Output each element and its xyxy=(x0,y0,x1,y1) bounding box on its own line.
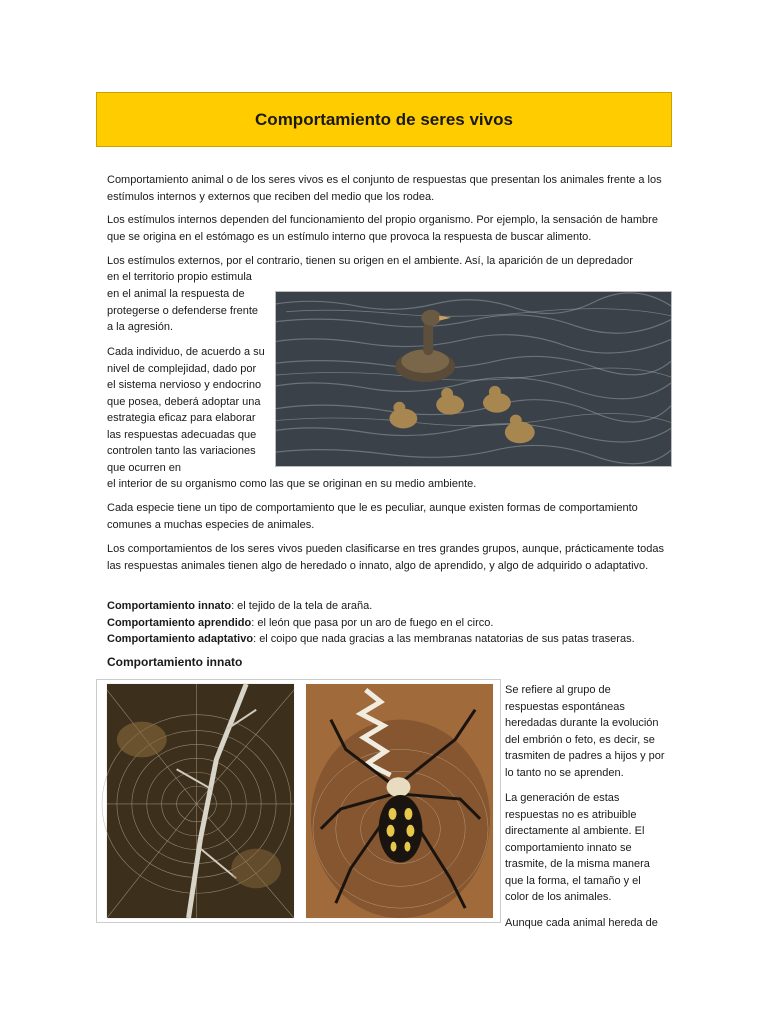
example-learned xyxy=(107,615,667,632)
external-stimuli-line1: Los estímulos externos, por el contrario, tienen su origen en el ambiente. Así, la aparición de un depredador xyxy=(107,255,633,267)
external-stimuli-line2: en el territorio propio estimula xyxy=(107,271,252,283)
classification-paragraph: Los comportamientos de los seres vivos pueden clasificarse en tres grandes grupos, aunque, prácticamente todas las respuestas animales tienen algo de heredado o innato, algo de aprendido, y algo de adquirido o adaptativo. xyxy=(107,543,665,572)
external-stimuli-narrow: en el animal la respuesta de protegerse o defenderse frente a la agresión. xyxy=(107,288,259,333)
spider-web-photo xyxy=(102,684,294,918)
examples-list xyxy=(107,598,667,648)
duck-photo xyxy=(275,291,672,467)
page-title: Comportamiento de seres vivos xyxy=(255,109,513,129)
example-term: Comportamiento aprendido xyxy=(107,616,252,629)
species-paragraph: Cada especie tiene un tipo de comportamiento que le es peculiar, aunque existen formas de comportamiento comunes a muchas especies de animales. xyxy=(107,502,638,531)
innate-paragraph-1: Se refiere al grupo de respuestas espontáneas heredadas durante la evolución del embrión o feto, es decir, se trasmiten de padres a hijos y por lo tanto no se aprenden. xyxy=(505,684,665,779)
example-desc: : el coipo que nada gracias a las membranas natatorias de sus patas traseras. xyxy=(253,633,635,645)
innate-paragraph-3: Aunque cada animal hereda de xyxy=(505,916,658,929)
example-innate xyxy=(107,598,667,615)
internal-stimuli-paragraph: Los estímulos internos dependen del funcionamiento del propio organismo. Por ejemplo, la sensación de hambre que se origina en el estómago es un estímulo interno que provoca la respuesta de buscar alimento. xyxy=(107,214,658,243)
example-desc: : el tejido de la tela de araña. xyxy=(231,600,373,612)
spider-photos-frame xyxy=(96,679,501,923)
intro-paragraph: Comportamiento animal o de los seres vivos es el conjunto de respuestas que presentan los animales frente a los estímulos internos y externos que reciben del medio que los rodea. xyxy=(107,174,662,203)
innate-description xyxy=(505,682,665,940)
innate-paragraph-2: La generación de estas respuestas no es atribuible directamente al ambiente. El comportamiento innato se trasmite, de la misma manera que la forma, el tamaño y el color de los animales. xyxy=(505,792,650,903)
spider-images xyxy=(97,680,500,922)
example-term: Comportamiento adaptativo xyxy=(107,633,254,645)
spider-photo xyxy=(306,684,493,918)
example-desc: : el león que pasa por un aro de fuego en el circo. xyxy=(251,616,494,629)
individual-paragraph: Cada individuo, de acuerdo a su nivel de complejidad, dado por el sistema nervioso y endocrino que posea, deberá adoptar una estrategia eficaz para elaborar las respuestas adecuadas que controlen tanto las variaciones que ocurren en xyxy=(107,346,265,474)
example-adaptive xyxy=(107,631,667,648)
section-heading: Comportamiento innato xyxy=(107,655,243,669)
individual-paragraph-end: el interior de su organismo como las que se originan en su medio ambiente. xyxy=(107,478,477,490)
duck-image xyxy=(276,292,671,466)
title-banner xyxy=(96,92,672,147)
example-term: Comportamiento innato xyxy=(107,600,232,612)
